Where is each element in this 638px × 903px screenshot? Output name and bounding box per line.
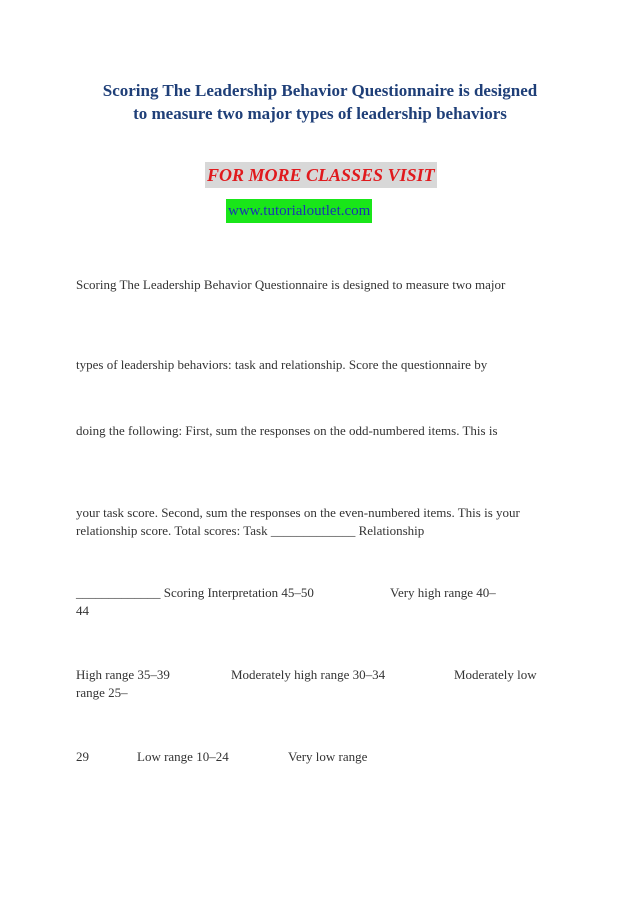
paragraph-2: types of leadership behaviors: task and relationship. Score the questionnaire by bbox=[76, 357, 488, 372]
score-row-2 bbox=[76, 666, 576, 684]
website-link[interactable]: www.tutorialoutlet.com bbox=[226, 199, 372, 223]
moderately-low-range-text: Moderately low bbox=[454, 667, 537, 682]
score-row-1 bbox=[76, 584, 576, 602]
high-range-text: High range 35–39 bbox=[76, 667, 170, 682]
score-row-3 bbox=[76, 748, 576, 766]
score-interpretation-text: _____________ Scoring Interpretation 45–50 bbox=[76, 585, 314, 600]
very-low-range-text: Very low range bbox=[288, 749, 368, 764]
paragraph-3: doing the following: First, sum the responses on the odd-numbered items. This is bbox=[76, 423, 498, 438]
range-29-text: 29 bbox=[76, 749, 89, 764]
low-range-text: Low range 10–24 bbox=[137, 749, 229, 764]
paragraph-1: Scoring The Leadership Behavior Questionnaire is designed to measure two major bbox=[76, 277, 506, 292]
paragraph-4: your task score. Second, sum the responses on the even-numbered items. This is your relationship score. Total scores: Task _____________ Relationship bbox=[76, 505, 520, 538]
range-continuation-text: range 25– bbox=[76, 685, 128, 700]
promo-banner: FOR MORE CLASSES VISIT bbox=[205, 162, 437, 188]
very-high-range-text: Very high range 40– bbox=[390, 585, 496, 600]
document-title: Scoring The Leadership Behavior Questionnaire is designed to measure two major types of leadership behaviors bbox=[102, 81, 538, 123]
moderately-high-range-text: Moderately high range 30–34 bbox=[231, 667, 386, 682]
range-continuation-text: 44 bbox=[76, 603, 89, 618]
